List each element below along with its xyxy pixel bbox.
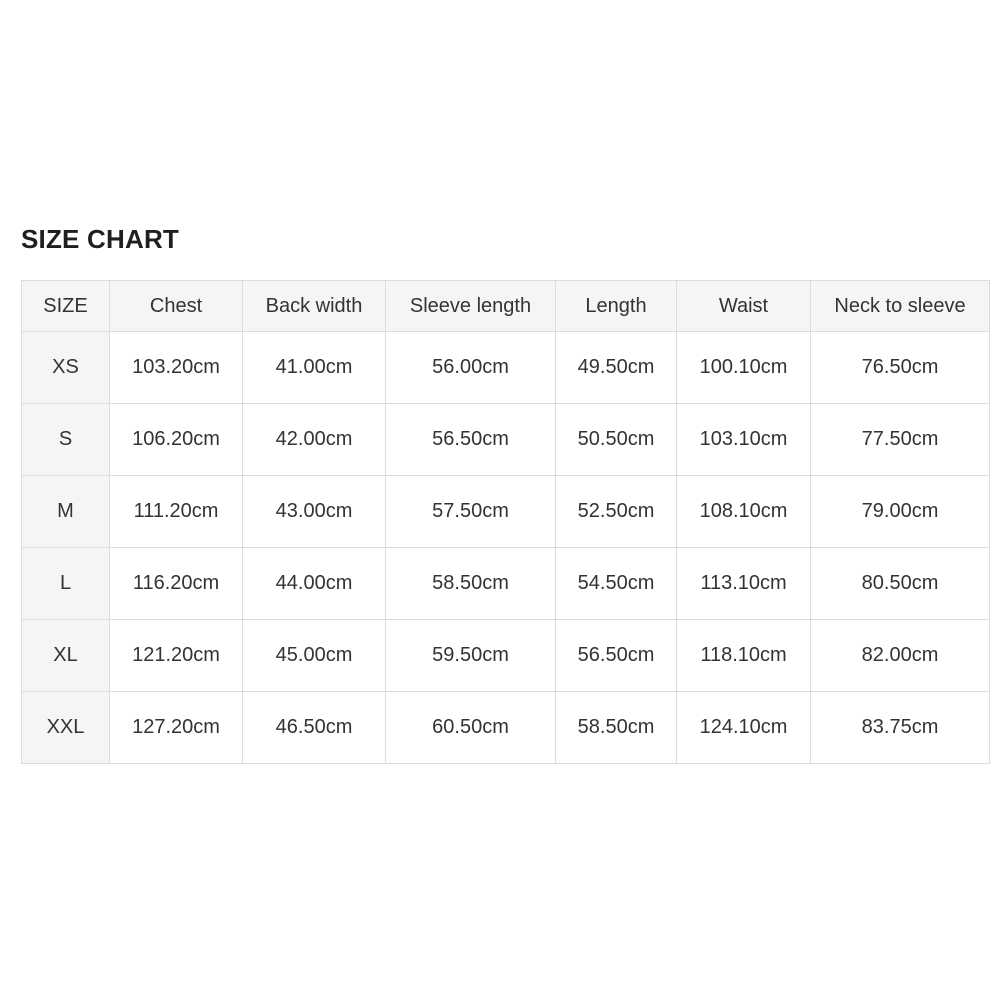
waist-cell: 103.10cm [677, 404, 811, 476]
neck-to-sleeve-cell: 79.00cm [811, 476, 990, 548]
size-cell: XXL [22, 692, 110, 764]
chest-cell: 116.20cm [110, 548, 243, 620]
table-row [22, 476, 990, 548]
neck-to-sleeve-cell: 76.50cm [811, 332, 990, 404]
chest-cell: 127.20cm [110, 692, 243, 764]
table-header [22, 281, 990, 332]
chest-cell: 111.20cm [110, 476, 243, 548]
size-chart-table [21, 280, 990, 764]
length-cell: 54.50cm [556, 548, 677, 620]
header-back-width: Back width [243, 281, 386, 332]
sleeve-length-cell: 58.50cm [386, 548, 556, 620]
neck-to-sleeve-cell: 83.75cm [811, 692, 990, 764]
length-cell: 52.50cm [556, 476, 677, 548]
sleeve-length-cell: 56.00cm [386, 332, 556, 404]
back-width-cell: 42.00cm [243, 404, 386, 476]
chest-cell: 103.20cm [110, 332, 243, 404]
length-cell: 56.50cm [556, 620, 677, 692]
chest-cell: 106.20cm [110, 404, 243, 476]
waist-cell: 100.10cm [677, 332, 811, 404]
header-neck-to-sleeve: Neck to sleeve [811, 281, 990, 332]
waist-cell: 124.10cm [677, 692, 811, 764]
size-cell: XS [22, 332, 110, 404]
sleeve-length-cell: 59.50cm [386, 620, 556, 692]
table-row [22, 620, 990, 692]
waist-cell: 113.10cm [677, 548, 811, 620]
table-row [22, 692, 990, 764]
back-width-cell: 41.00cm [243, 332, 386, 404]
sleeve-length-cell: 60.50cm [386, 692, 556, 764]
table-row [22, 548, 990, 620]
back-width-cell: 45.00cm [243, 620, 386, 692]
header-chest: Chest [110, 281, 243, 332]
page-title: SIZE CHART [21, 224, 179, 254]
table-body [22, 332, 990, 764]
header-length: Length [556, 281, 677, 332]
table-row [22, 404, 990, 476]
back-width-cell: 44.00cm [243, 548, 386, 620]
length-cell: 49.50cm [556, 332, 677, 404]
table-row [22, 332, 990, 404]
back-width-cell: 43.00cm [243, 476, 386, 548]
waist-cell: 108.10cm [677, 476, 811, 548]
header-size: SIZE [22, 281, 110, 332]
size-cell: XL [22, 620, 110, 692]
neck-to-sleeve-cell: 77.50cm [811, 404, 990, 476]
neck-to-sleeve-cell: 82.00cm [811, 620, 990, 692]
neck-to-sleeve-cell: 80.50cm [811, 548, 990, 620]
header-sleeve-length: Sleeve length [386, 281, 556, 332]
chest-cell: 121.20cm [110, 620, 243, 692]
length-cell: 50.50cm [556, 404, 677, 476]
back-width-cell: 46.50cm [243, 692, 386, 764]
header-row [22, 281, 990, 332]
header-waist: Waist [677, 281, 811, 332]
sleeve-length-cell: 56.50cm [386, 404, 556, 476]
sleeve-length-cell: 57.50cm [386, 476, 556, 548]
size-cell: M [22, 476, 110, 548]
size-cell: S [22, 404, 110, 476]
waist-cell: 118.10cm [677, 620, 811, 692]
length-cell: 58.50cm [556, 692, 677, 764]
size-cell: L [22, 548, 110, 620]
